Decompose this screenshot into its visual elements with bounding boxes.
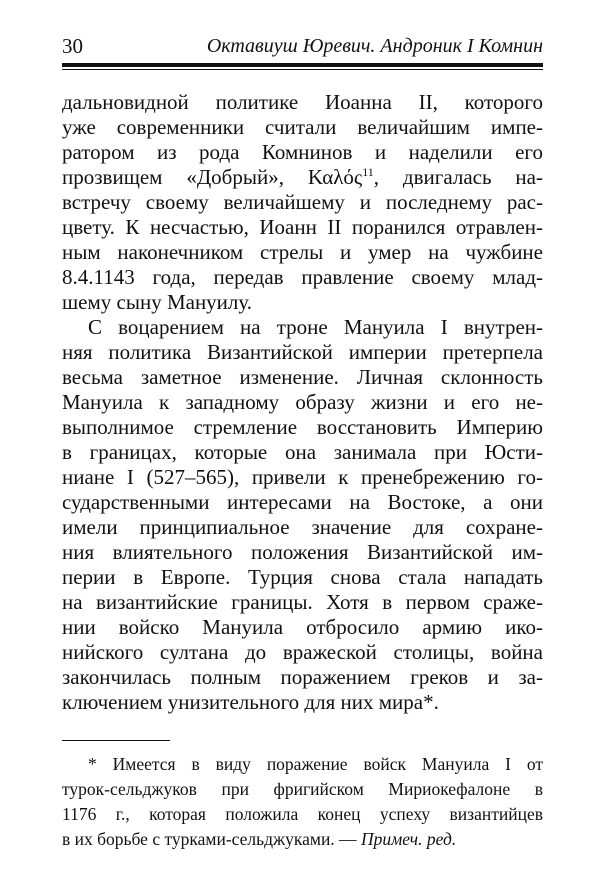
text-line: Мануила к западному образу жизни и его не- <box>62 390 543 414</box>
text-line: шему сыну Мануилу. <box>62 290 253 314</box>
footnote-line <box>62 827 543 852</box>
text-line: дальновидной политике Иоанна II, которого <box>62 90 543 114</box>
running-title: Октавиуш Юревич. Андроник I Комнин <box>206 35 543 57</box>
running-header <box>62 30 543 60</box>
footnote <box>62 752 543 852</box>
text-segment: прозвищем «Добрый», Καλός <box>62 165 363 189</box>
text-line: цвету. К несчастью, Иоанн II поранился отравлен- <box>62 215 543 239</box>
text-line: ключением унизительного для них мира*. <box>62 690 439 714</box>
text-line: С воцарением на троне Мануила I внутрен- <box>88 315 543 339</box>
text-line: встречу своему величайшему и последнему рас- <box>62 190 543 214</box>
text-segment: в их борьбе с турками-сельджуками. — <box>62 829 357 849</box>
text-line: ния влиятельного положения Византийской им- <box>62 540 543 564</box>
header-rule-thin <box>62 69 543 70</box>
paragraph-1 <box>62 90 543 315</box>
text-line: перии в Европе. Турция снова стала нападать <box>62 565 543 589</box>
text-line: сударственными интересами на Востоке, а они <box>62 490 543 514</box>
text-segment: , двигалась на- <box>373 165 543 189</box>
text-line: уже современники считали величайшим импе- <box>62 115 543 139</box>
text-line: 8.4.1143 года, передав правление своему млад- <box>62 265 543 289</box>
text-line <box>62 165 543 190</box>
text-line: весьма заметное изменение. Личная склонность <box>62 365 543 389</box>
text-line: нийского султана до вражеской столицы, война <box>62 640 543 664</box>
page-number: 30 <box>62 34 83 58</box>
text-line: няя политика Византийской империи претерпела <box>62 340 543 364</box>
text-line: закончилась полным поражением греков и за- <box>62 665 543 689</box>
paragraph-2 <box>62 315 543 715</box>
footnote-rule <box>62 740 170 741</box>
text-line: на византийские границы. Хотя в первом сраже- <box>62 590 543 614</box>
text-line: выполнимое стремление восстановить Империю <box>62 415 543 439</box>
text-line: ниане I (527–565), привели к пренебрежению го- <box>62 465 543 489</box>
text-line: ратором из рода Комнинов и наделили его <box>62 140 543 164</box>
text-line: в границах, которые она занимала при Юсти- <box>62 440 543 464</box>
footnote-line: турок-сельджуков при фригийском Мириокефалоне в <box>62 779 543 799</box>
footnote-attribution: Примеч. ред. <box>360 829 457 849</box>
footnote-line: * Имеется в виду поражение войск Мануила I от <box>88 754 543 774</box>
text-line: нии войско Мануила отбросило армию ико- <box>62 615 543 639</box>
footnote-ref: 11 <box>362 165 374 179</box>
text-line: ным наконечником стрелы и умер на чужбине <box>62 240 543 264</box>
footnote-line: 1176 г., которая положила конец успеху византийцев <box>62 804 543 824</box>
text-line: имели принципиальное значение для сохране- <box>62 515 543 539</box>
header-rule-thick <box>62 63 543 67</box>
body-text <box>62 90 543 715</box>
